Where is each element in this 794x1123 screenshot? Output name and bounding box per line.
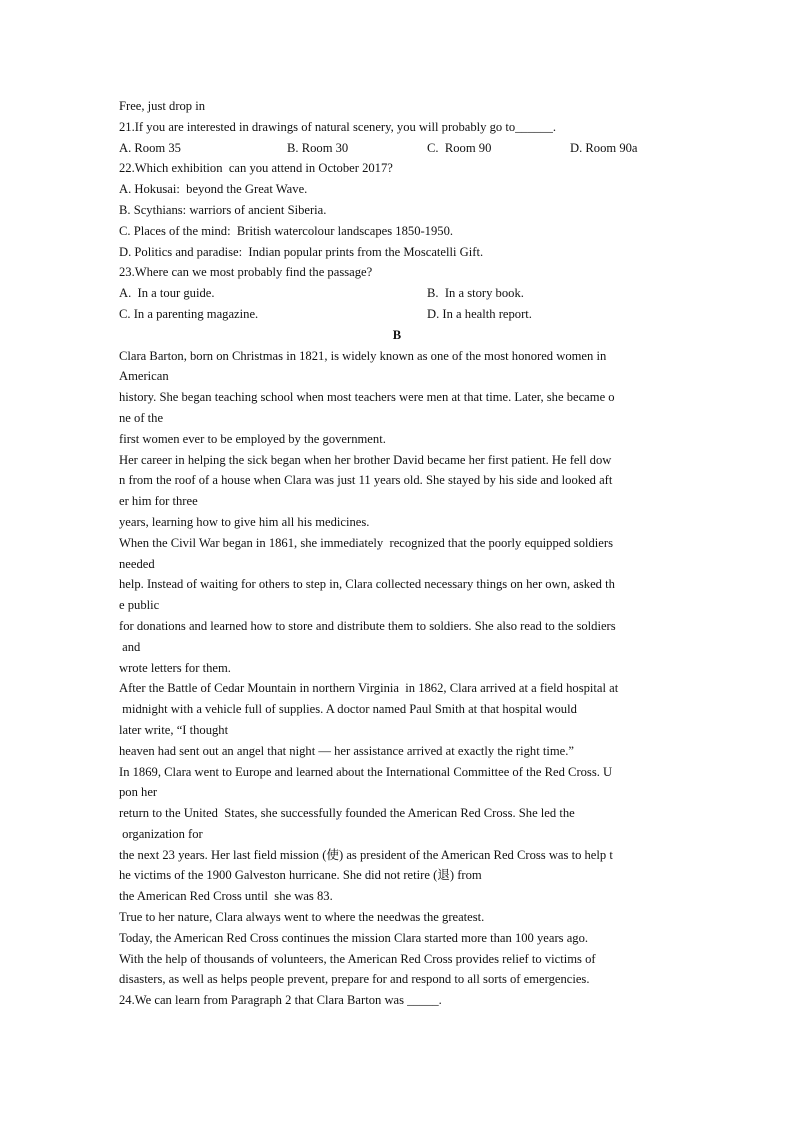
question-23-option-a: A. In a tour guide.	[119, 286, 215, 301]
passage-line: later write, “I thought	[119, 722, 229, 737]
question-23-option-c: C. In a parenting magazine.	[119, 306, 259, 321]
question-23-options-row2	[119, 304, 675, 325]
passage-line: for donations and learned how to store and distribute them to soldiers. She also read to the soldiers	[119, 618, 616, 633]
passage-line: return to the United States, she successfully founded the American Red Cross. She led the	[119, 806, 575, 821]
passage-line: the next 23 years. Her last field mission (使) as president of the American Red Cross was to help t	[119, 847, 613, 862]
passage-line: first women ever to be employed by the government.	[119, 431, 386, 446]
passage-line: and	[119, 639, 141, 654]
question-22-option-d: D. Politics and paradise: Indian popular prints from the Moscatelli Gift.	[119, 244, 484, 259]
passage-line: When the Civil War began in 1861, she immediately recognized that the poorly equipped soldiers	[119, 535, 613, 550]
passage-line: the American Red Cross until she was 83.	[119, 889, 333, 904]
section-b-heading: B	[392, 327, 402, 342]
passage-line: ne of the	[119, 410, 164, 425]
passage-line: Her career in helping the sick began when her brother David became her first patient. He fell dow	[119, 452, 612, 467]
passage-line: True to her nature, Clara always went to where the needwas the greatest.	[119, 910, 485, 925]
passage-line: Today, the American Red Cross continues the mission Clara started more than 100 years ago.	[119, 930, 589, 945]
passage-line: midnight with a vehicle full of supplies. A doctor named Paul Smith at that hospital would	[119, 702, 577, 717]
question-22-option-b: B. Scythians: warriors of ancient Siberia.	[119, 202, 327, 217]
passage-line: American	[119, 369, 169, 384]
passage-line: needed	[119, 556, 155, 571]
passage-line: heaven had sent out an angel that night — her assistance arrived at exactly the right time.”	[119, 743, 574, 758]
question-21-option-c: C. Room 90	[427, 140, 492, 155]
intro-line: Free, just drop in	[119, 99, 206, 113]
question-23-options-row1	[119, 283, 675, 304]
passage-line: organization for	[119, 826, 203, 841]
passage-line: wrote letters for them.	[119, 660, 231, 675]
question-23-option-d: D. In a health report.	[427, 306, 532, 321]
passage-line: n from the roof of a house when Clara was just 11 years old. She stayed by his side and looked aft	[119, 473, 613, 488]
question-21-options	[119, 138, 675, 159]
passage-line: he victims of the 1900 Galveston hurricane. She did not retire (退) from	[119, 868, 482, 883]
passage-line: er him for three	[119, 494, 198, 509]
passage-b	[119, 346, 675, 991]
passage-line: Clara Barton, born on Christmas in 1821, is widely known as one of the most honored women in	[119, 348, 607, 363]
passage-line: In 1869, Clara went to Europe and learned about the International Committee of the Red Cross. U	[119, 764, 613, 779]
document-page	[119, 96, 675, 1011]
question-23-stem: 23.Where can we most probably find the passage?	[119, 265, 373, 280]
question-21-option-a: A. Room 35	[119, 140, 181, 155]
question-22-option-c: C. Places of the mind: British watercolour landscapes 1850-1950.	[119, 223, 454, 238]
passage-line: With the help of thousands of volunteers, the American Red Cross provides relief to victims of	[119, 951, 596, 966]
passage-line: history. She began teaching school when most teachers were men at that time. Later, she became o	[119, 390, 615, 405]
question-22-stem: 22.Which exhibition can you attend in October 2017?	[119, 161, 393, 176]
question-22-option-a: A. Hokusai: beyond the Great Wave.	[119, 182, 308, 197]
question-21-option-d: D. Room 90a	[570, 140, 638, 155]
passage-line: pon her	[119, 785, 158, 800]
question-21-option-b: B. Room 30	[287, 140, 349, 155]
passage-line: e public	[119, 598, 160, 613]
passage-line: help. Instead of waiting for others to step in, Clara collected necessary things on her own, asked th	[119, 577, 615, 592]
passage-line: disasters, as well as helps people prevent, prepare for and respond to all sorts of emergencies.	[119, 972, 590, 987]
question-23-option-b: B. In a story book.	[427, 286, 524, 301]
question-24-stem: 24.We can learn from Paragraph 2 that Clara Barton was _____.	[119, 993, 442, 1008]
passage-line: years, learning how to give him all his medicines.	[119, 514, 370, 529]
passage-line: After the Battle of Cedar Mountain in northern Virginia in 1862, Clara arrived at a field hospital at	[119, 681, 619, 696]
question-21-stem: 21.If you are interested in drawings of natural scenery, you will probably go to______.	[119, 119, 557, 134]
